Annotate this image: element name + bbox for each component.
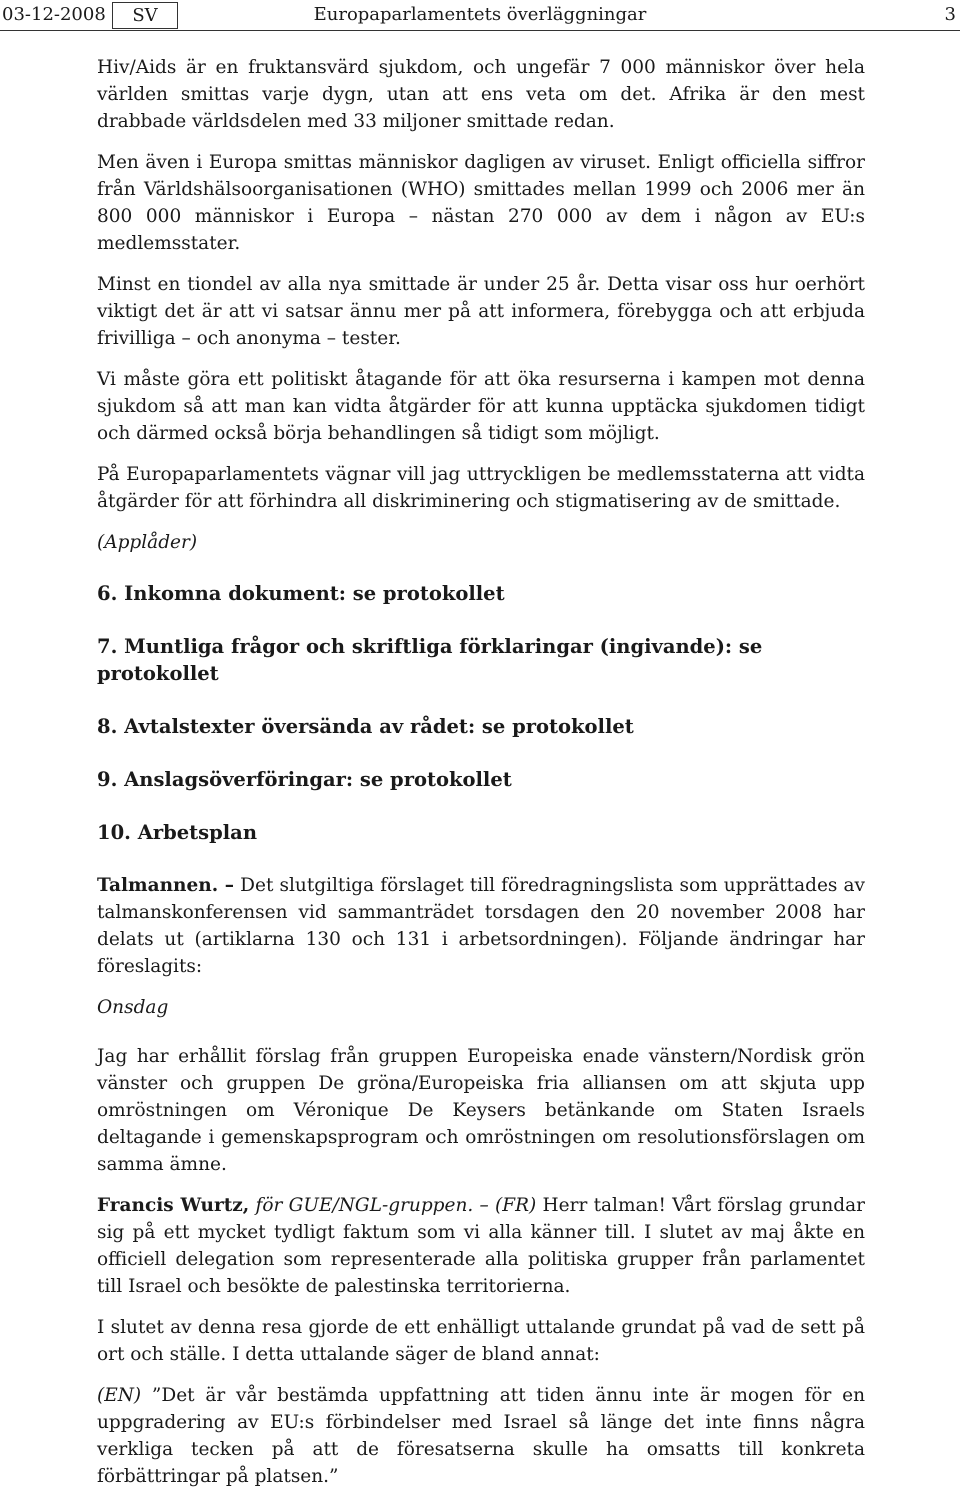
section-heading-10: 10. Arbetsplan xyxy=(97,821,257,844)
header-date: 03-12-2008 xyxy=(2,4,106,25)
speech-text: Det slutgiltiga förslaget till föredragningslista som upprättades av talmanskonferensen vid sammanträdet torsdagen den 20 november 2008 har delats ut (artiklarna 130 och 131 i arbetsordningen). Följande ändringar har föreslagits: xyxy=(97,875,865,977)
section-heading-9: 9. Anslagsöverföringar: se protokollet xyxy=(97,768,512,791)
page-number: 3 xyxy=(944,4,956,25)
speaker-group: för GUE/NGL-gruppen. – (FR) xyxy=(255,1195,537,1216)
quote-text: ”Det är vår bestämda uppfattning att tiden ännu inte är mogen för en uppgradering av EU:s förbindelser med Israel så länge det inte finns några verkliga tecken på att de föresatserna skulle ha omsatts till konkreta förbättringar på platsen.” xyxy=(97,1385,865,1487)
applause-note: (Applåder) xyxy=(97,532,198,553)
paragraph: Vi måste göra ett politiskt åtagande för att öka resurserna i kampen mot denna sjukdom så att man kan vidta åtgärder för att kunna upptäcka sjukdomen tidigt och därmed också börja behandlingen så tidigt som möjligt. xyxy=(97,369,865,444)
paragraph: På Europaparlamentets vägnar vill jag uttryckligen be medlemsstaterna att vidta åtgärder för att förhindra all diskriminering och stigmatisering av de smittade. xyxy=(97,464,865,512)
paragraph: Hiv/Aids är en fruktansvärd sjukdom, och ungefär 7 000 människor över hela världen smittas varje dygn, utan att ens veta om det. Afrika är den mest drabbade världsdelen med 33 miljoner smittade redan. xyxy=(97,57,865,132)
language-badge: SV xyxy=(112,2,178,29)
paragraph: Jag har erhållit förslag från gruppen Europeiska enade vänstern/Nordisk grön vänster och gruppen De gröna/Europeiska fria alliansen om att skjuta upp omröstningen om Véronique De Keysers betänkande om Staten Israels deltagande i gemenskapsprogram och omröstningen om resolutionsförslagen om samma ämne. xyxy=(97,1046,865,1175)
paragraph: Minst en tiondel av alla nya smittade är under 25 år. Detta visar oss hur oerhört viktigt det är att vi satsar ännu mer på att informera, förebygga och att erbjuda frivilliga – och anonyma – tester. xyxy=(97,274,865,349)
section-heading-7: 7. Muntliga frågor och skriftliga förklaringar (ingivande): se protokollet xyxy=(97,635,763,685)
section-heading-6: 6. Inkomna dokument: se protokollet xyxy=(97,582,505,605)
document-body xyxy=(97,54,865,1504)
speech-text: Herr talman! Vårt förslag grundar sig på ett mycket tydligt faktum som vi alla känner till. I slutet av maj åkte en officiell delegation som representerade alla politiska grupper från parlamentet till Israel och besökte de palestinska territorierna. xyxy=(97,1195,866,1297)
page-header xyxy=(0,0,960,31)
header-title: Europaparlamentets överläggningar xyxy=(313,4,647,25)
wurtz-paragraph xyxy=(97,1192,865,1300)
paragraph: Men även i Europa smittas människor dagligen av viruset. Enligt officiella siffror från Världshälsoorganisationen (WHO) smittades mellan 1999 och 2006 mer än 800 000 människor i Europa – nästan 270 000 av dem i någon av EU:s medlemsstater. xyxy=(97,152,865,254)
paragraph: I slutet av denna resa gjorde de ett enhälligt uttalande grundat på vad de sett på ort och ställe. I detta uttalande säger de bland annat: xyxy=(97,1317,865,1365)
section-heading-8: 8. Avtalstexter översända av rådet: se protokollet xyxy=(97,715,634,738)
talmannen-paragraph xyxy=(97,872,865,980)
day-subheading: Onsdag xyxy=(97,997,169,1018)
speaker-name: Francis Wurtz, xyxy=(97,1195,250,1216)
language-tag: (EN) xyxy=(97,1385,142,1406)
quote-paragraph xyxy=(97,1382,865,1490)
speaker-name: Talmannen. – xyxy=(97,875,235,896)
